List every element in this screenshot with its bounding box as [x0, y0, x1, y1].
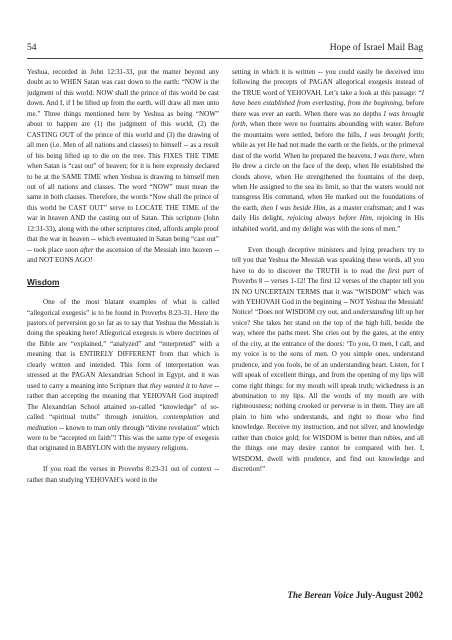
text-run: and [203, 413, 219, 422]
italic-text: rejoicing always before Him [287, 214, 372, 223]
text-run: lift up her voice? She takes her stand on the top of the high hill, beside the way, where the paths meet. She cries out by the gates, at the entry of the city, at the entrance of the doors: ‘To you, O men, I call, and my voice is to the sons of men. O you simple ones, understand prudence, and you fools, be of an understanding heart. Listen, for I will speak of excellent things, and from the opening of my lips will come right things: for my mouth will speak truth; wickedness is an abomination to my lips. All the words of my mouth are with righteousness; nothing crooked or perverse is in them. They are all plain to him who understands, and right to those who find knowledge. Receive my instruction, and not silver, and knowledge rather than choice gold; for WISDOM is better than rubies, and all the things one may desire cannot be compared with her. I, WISDOM, dwell with prudence, and find out knowledge and discretion!” [232, 308, 424, 474]
text-run: -- rather than accepting the meaning that YEHOVAH God inspired! The Alexandrian School attained so-called “knowledge” of so-called “spiritual truths” through [27, 381, 219, 422]
text-run: , before there was ever an earth. When there was no depths [232, 99, 424, 118]
text-run: One of the most blatant examples of what is called “allegorical exegesis” is to be found in Proverbs 8:23-31. Here the pastors of perversion go so far as to say that Yeshua the Messiah is doing the speaking here! Allegorical exegesis is where doctrines of the Bible are “explained,” “analyzed” and “interpreted” with a meaning that is ENTIRELY DIFFERENT from that which is clearly written and intended. This form of interpretation was stressed at the PAGAN Alexandrian School in Egypt, and it was used to carry a meaning into Scripture that [27, 298, 219, 390]
italic-text: understanding [352, 308, 394, 317]
left-column [27, 67, 219, 485]
italic-text: I was brought forth [364, 130, 423, 139]
text-run: , as a master craftsman; and I was daily His delight, [232, 203, 424, 223]
text-run: setting in which it is written -- you could easily be deceived into following the precepts of PAGAN allegorical exegesis instead of the TRUE word of YEHOVAH. Let’s take a look at this passage: “ [232, 68, 424, 97]
italic-text: I have been established from everlasting, from the beginning [232, 88, 424, 108]
text-run: , when He drew a circle on the face of the deep, when He established the clouds above, when He strengthened the fountains of the deep, when He assigned to the sea its limit, so that the waters would not transgress His command, when He marked out the foundations of the earth, [232, 151, 424, 212]
text-run: Even though deceptive ministers and lying preachers try to tell you that Yeshua the Messiah was speaking these words, all you have to do to discover the TRUTH is to read the [232, 245, 424, 275]
page-footer [287, 589, 423, 601]
text-run: , rejoicing in His inhabited world, and my delight was with the sons of men.” [232, 214, 424, 233]
italic-text: first part [388, 266, 415, 275]
italic-text: then I was beside Him [260, 203, 326, 212]
italic-text: I was brought forth [232, 109, 424, 129]
italic-text: they wanted it to have [149, 381, 213, 390]
right-column [232, 67, 424, 475]
magazine-title: The Berean Voice [287, 590, 354, 600]
text-run: ; while as yet He had not made the earth or the fields, or the primeval dust of the world. When he prepared the heavens, [232, 130, 425, 160]
paragraph: If you read the verses in Proverbs 8:23-31 out of context -- rather than studying YEHOVAH’s word in the [27, 465, 219, 484]
header-rule [27, 58, 423, 59]
text-run: of Proverbs 8 -- verses 1-12! The first 12 verses of the chapter tell you IN NO UNCERTAIN TERMS that it was “WISDOM” which was with YEHOVAH God in the beginning -- NOT Yeshua the Messiah! Notice! “Does not WISDOM cry out, and [232, 266, 424, 317]
paragraph [27, 297, 219, 454]
italic-text: after [80, 245, 94, 254]
paragraph [27, 67, 219, 266]
publication-title: Hope of Israel Mail Bag [329, 42, 423, 53]
text-run: , when there were no fountains abounding with water. Before the mountains were settled, before the hills, [232, 120, 424, 139]
paragraph [232, 245, 424, 475]
issue-date: July-August 2002 [353, 590, 423, 600]
page-header [27, 41, 423, 55]
paragraph [232, 67, 424, 234]
italic-text: I was there [373, 151, 406, 160]
italic-text: intuition, contemplation [132, 413, 204, 422]
italic-text: meditation [27, 423, 58, 432]
section-heading: Wisdom [27, 276, 60, 287]
text-run: -- known to man only through “divine revelation” which were to be “accepted on faith”! This was the same type of exegesis that originated in BABYLON with the mystery religions. [27, 423, 219, 453]
text-run: Yeshua, recorded in John 12:31-33, put the matter beyond any doubt as to WHEN Satan was cast down to the earth: “NOW is the judgment of this world: NOW shall the prince of this world be cast down. And I, if I be lifted up from the earth, will draw all men unto me.” Three things mentioned here by Yeshua as being “NOW” about to happen are (1) the judgment of this world, (2) the CASTING OUT of the prince of this world and (3) the drawing of all men (i.e. Men of all nations and classes) to himself -- as a result of his being lifted up to die on the tree. This FIXES THE TIME when Satan is “cast out” of heaven; for it is here expressly declared to be at the SAME TIME when Yeshua is drawing to himself men out of all nations and classes. The word “NOW” must mean the same in both clauses. Therefore, the words “Now shall the prince of this world be CAST OUT” serve to LOCATE THE TIME of the war in heaven AND the casting out of Satan. This scripture (John 12:31-33), along with the other scriptures cited, affords ample proof that the war in heaven -- which eventuated in Satan being “cast out” -- took place soon [27, 68, 219, 254]
text-run: the ascension of the Messiah into heaven -- and NOT EONS AGO! [27, 245, 219, 265]
page-number: 54 [27, 42, 37, 53]
